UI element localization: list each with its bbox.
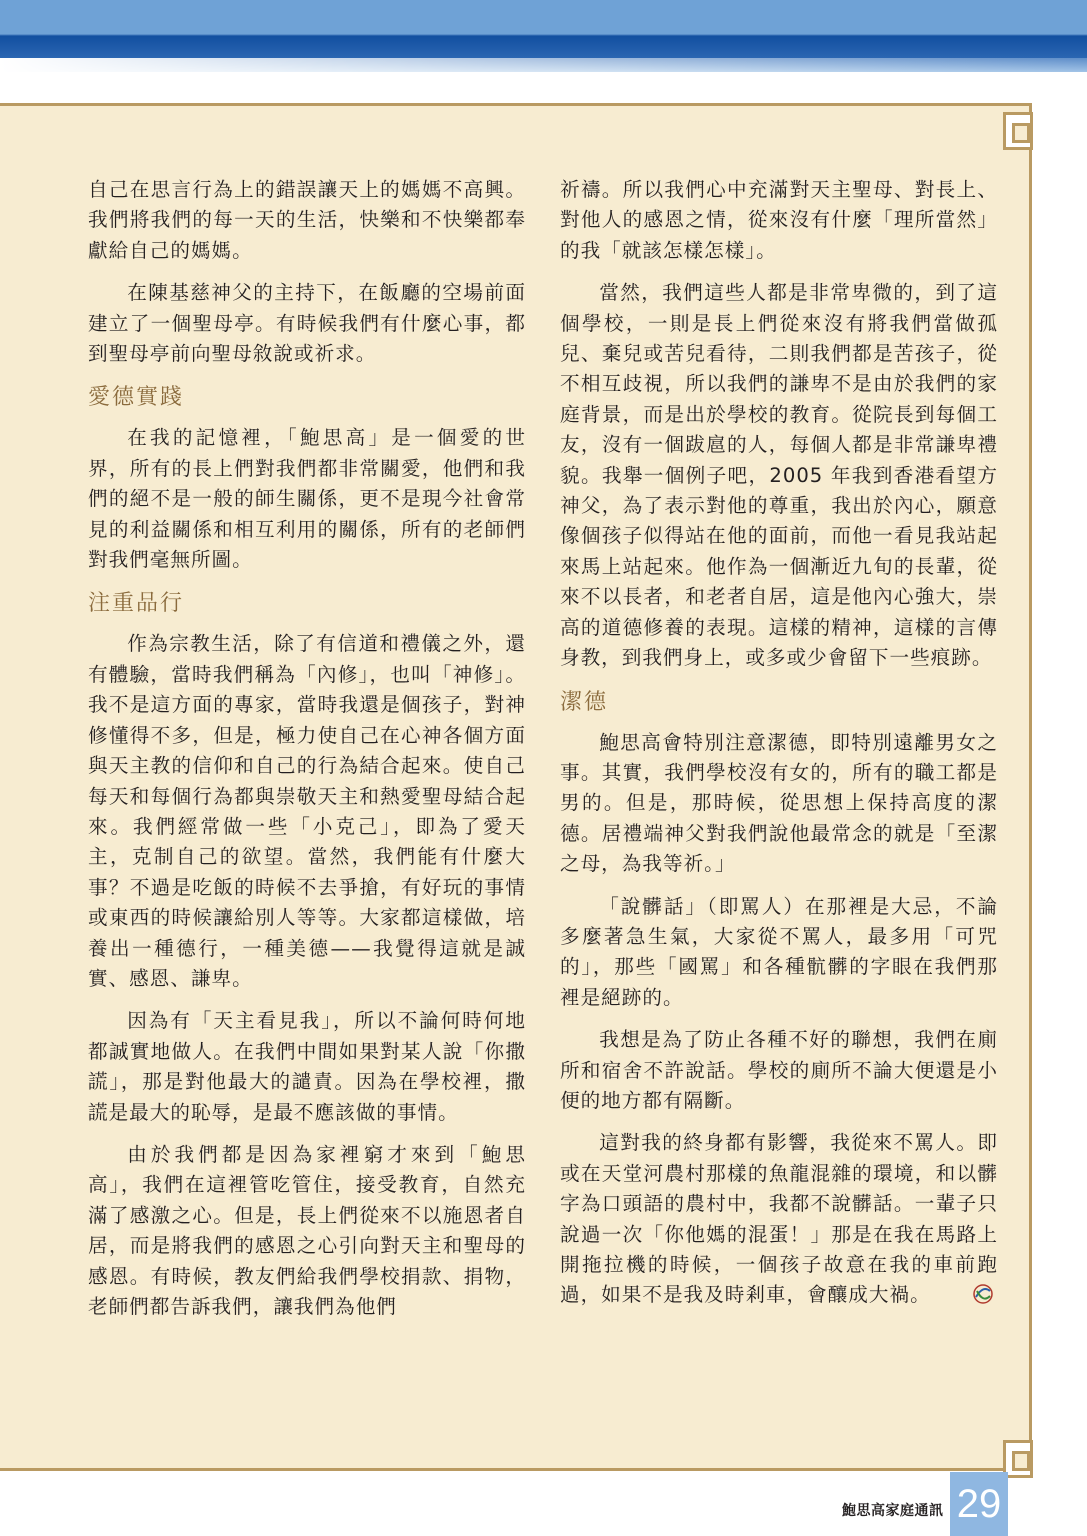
paragraph: 「說髒話」（即罵人）在那裡是大忌，不論多麼著急生氣，大家從不罵人，最多用「可咒的」，那些「國罵」和各種骯髒的字眼在我們那裡是絕跡的。 <box>560 894 998 1009</box>
page-number: 29 <box>950 1472 1008 1536</box>
frame-corner-ornament-top <box>1003 112 1033 150</box>
paragraph: 自己在思言行為上的錯誤讓天上的媽媽不高興。我們將我們的每一天的生活，快樂和不快樂都奉獻給自己的媽媽。 <box>88 178 526 262</box>
paragraph: 作為宗教生活，除了有信道和禮儀之外，還有體驗，當時我們稱為「內修」，也叫「神修」。我不是這方面的專家，當時我還是個孩子，對神修懂得不多，但是，極力使自己在心神各個方面與天主教的信仰和自己的行為結合起來。使自己每天和每個行為都與崇敬天主和熱愛聖母結合起來。我們經常做一些「小克己」，即為了愛天主，克制自己的欲望。當然，我們能有什麼大事？不過是吃飯的時候不去爭搶，有好玩的事情或東西的時候讓給別人等等。大家都這樣做，培養出一種德行，一種美德——我覺得這就是誠實、感恩、謙卑。 <box>88 632 526 990</box>
header-band <box>0 0 1087 72</box>
section-heading-character: 注重品行 <box>88 591 185 617</box>
paragraph: 祈禱。所以我們心中充滿對天主聖母、對長上、對他人的感恩之情，從來沒有什麼「理所當然」的我「就該怎樣怎樣」。 <box>560 178 998 262</box>
paragraph: 在陳基慈神父的主持下，在飯廳的空場前面建立了一個聖母亭。有時候我們有什麼心事，都到聖母亭前向聖母敘說或祈求。 <box>88 281 526 366</box>
paragraph: 在我的記憶裡，「鮑思高」是一個愛的世界，所有的長上們對我們都非常關愛，他們和我們的絕不是一般的師生關係，更不是現今社會常見的利益關係和相互利用的關係，所有的老師們對我們毫無所圖。 <box>88 426 526 572</box>
paragraph-last <box>560 1128 998 1310</box>
right-column <box>560 175 998 1323</box>
paragraph: 我想是為了防止各種不好的聯想，我們在廁所和宿舍不許說話。學校的廁所不論大便還是小便的地方都有隔斷。 <box>560 1028 998 1112</box>
paragraph: 由於我們都是因為家裡窮才來到「鮑思高」，我們在這裡管吃管住，接受教育，自然充滿了感激之心。但是，長上們從來不以施恩者自居，而是將我們的感恩之心引向對天主和聖母的感恩。有時候，教友們給我們學校捐款、捐物，老師們都告訴我們，讓我們為他們 <box>88 1142 526 1318</box>
left-column <box>88 175 526 1334</box>
paragraph: 因為有「天主看見我」，所以不論何時何地都誠實地做人。在我們中間如果對某人說「你撒謊」，那是對他最大的譴責。因為在學校裡，撒謊是最大的恥辱，是最不應該做的事情。 <box>88 1009 526 1124</box>
paragraph: 鮑思高會特別注意潔德，即特別遠離男女之事。其實，我們學校沒有女的，所有的職工都是男的。但是，那時候，從思想上保持高度的潔德。居禮端神父對我們說他最常念的就是「至潔之母，為我等祈。」 <box>560 730 998 876</box>
magazine-title: 鮑思高家庭通訊 <box>842 1503 944 1519</box>
section-heading-love: 愛德實踐 <box>88 385 185 411</box>
section-heading-purity: 潔德 <box>560 689 609 715</box>
paragraph-text: 這對我的終身都有影響，我從來不罵人。即或在天堂河農村那樣的魚龍混雜的環境，和以髒字為口頭語的農村中，我都不說髒話。一輩子只說過一次「你他媽的混蛋！」那是在我在馬路上開拖拉機的時候，一個孩子故意在我的車前跑過，如果不是我及時剎車，會釀成大禍。 <box>560 1131 998 1307</box>
paragraph: 當然，我們這些人都是非常卑微的，到了這個學校，一則是長上們從來沒有將我們當做孤兒、棄兒或苦兒看待，二則我們都是苦孩子，從不相互歧視，所以我們的謙卑不是由於我們的家庭背景，而是出於學校的教育。從院長到每個工友，沒有一個跋扈的人，每個人都是非常謙卑禮貌。我舉一個例子吧，2005 年我到香港看望方神父，為了表示對他的尊重，我出於內心，願意像個孩子似得站在他的面前，而他一看見我站起來馬上站起來。他作為一個漸近九旬的長輩，從來不以長者，和老者自居，這是他內心強大，崇高的道德修養的表現。這樣的精神，這樣的言傳身教，到我們身上，或多或少會留下一些痕跡。 <box>560 281 998 670</box>
end-mark-icon <box>931 1283 957 1305</box>
